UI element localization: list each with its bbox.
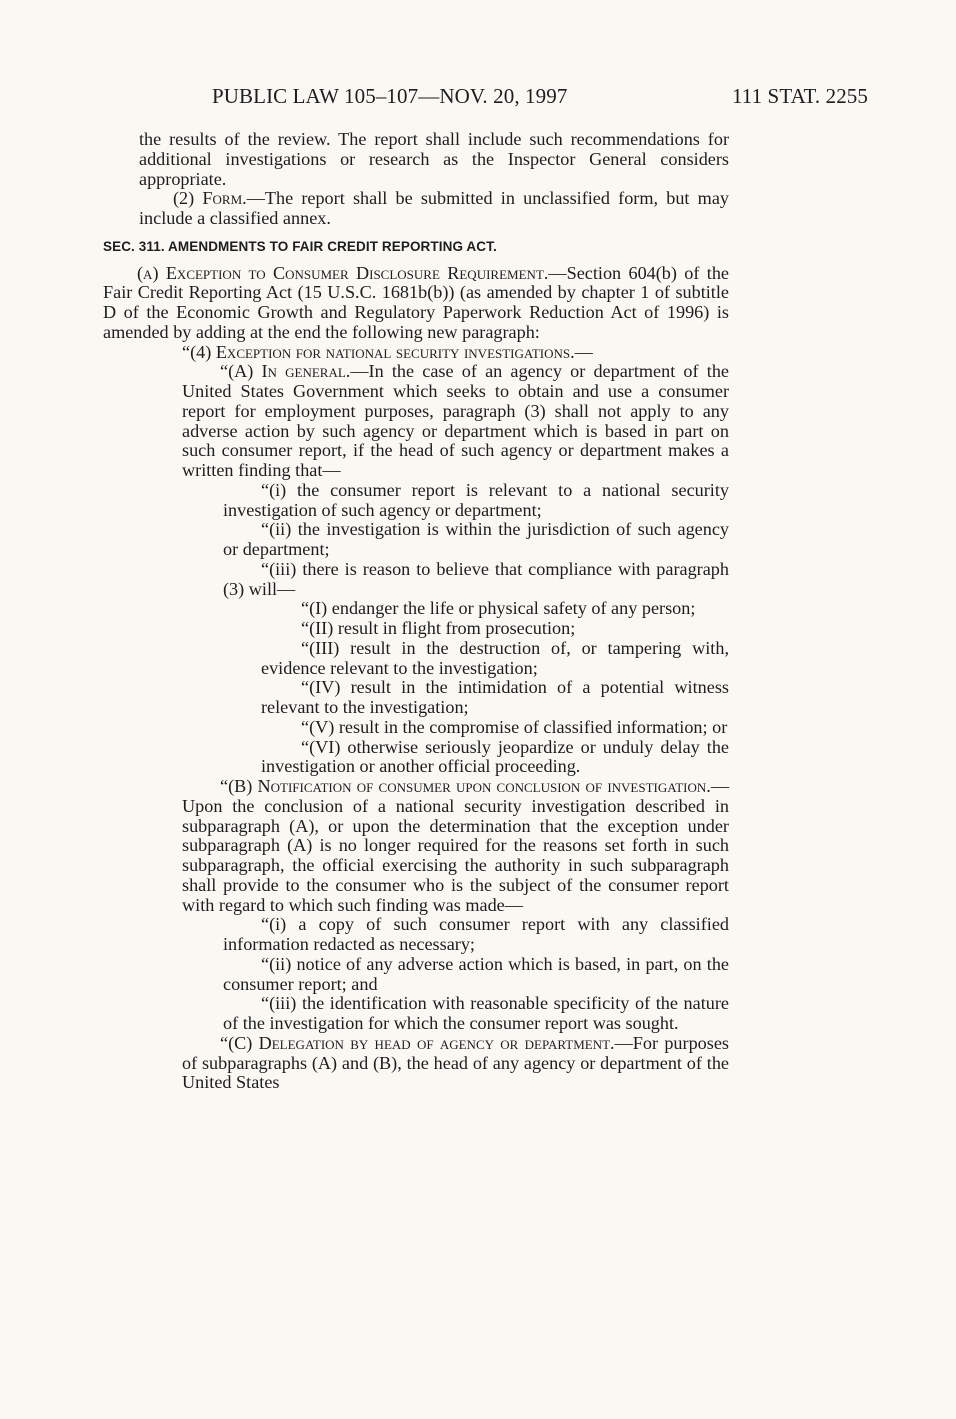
subsection-text: —Section 604(b) of the Fair Credit Reporting Act (15 U.S.C. 1681b(b)) (as amended by chapter 1 of subtitle D of the Economic Growth and Regulatory Paperwork Reduction Act of 1996) is amended by adding at the end the following new paragraph: [103,262,729,342]
clause-a-i: “(i) the consumer report is relevant to a national security investigation of such agency or department; [223,479,729,520]
subparagraph-heading: “(B) Notification of consumer upon conclusion of investigation. [220,776,711,796]
page-body [103,130,729,1093]
paragraph-heading: “(4) Exception for national security investigations. [182,341,575,362]
subparagraph-text: —In the case of an agency or department of the United States Government which seeks to obtain and use a consumer report for employment purposes, paragraph (3) shall not apply to any adverse action by such agency or department which is based in part on such consumer report, if the head of such agency or department makes a written finding that— [182,361,729,480]
subclause-i: “(I) endanger the life or physical safety of any person; [301,598,696,619]
subclause-iv: “(IV) result in the intimidation of a potential witness relevant to the investigation; [261,677,729,717]
stat-page-number: 111 STAT. 2255 [731,84,868,108]
page-header [0,84,956,110]
paragraph-heading: (2) Form. [173,188,247,209]
clause-a-iii: “(iii) there is reason to believe that compliance with paragraph (3) will— [223,558,729,599]
paragraph-4-heading [103,343,729,363]
paragraph-review-results: the results of the review. The report shall include such recommendations for additional investigations or research as the Inspector General considers appropriate. [139,129,729,189]
subparagraph-a [103,362,729,481]
subclause-ii: “(II) result in flight from prosecution; [301,618,576,638]
section-title: SEC. 311. AMENDMENTS TO FAIR CREDIT REPORTING ACT. [103,238,497,254]
subparagraph-b [103,777,729,915]
subclause-v: “(V) result in the compromise of classified information; or [301,716,728,737]
paragraph-text: — [574,341,593,362]
subsection-a [103,264,729,343]
subparagraph-text: —For purposes of subparagraphs (A) and (B), the head of any agency or department of the United States [182,1032,729,1093]
subparagraph-heading: “(A) In general. [220,361,351,382]
clause-b-i: “(i) a copy of such consumer report with any classified information redacted as necessary; [223,914,729,954]
subparagraph-heading: “(C) Delegation by head of agency or department. [220,1032,615,1053]
clause-b-ii: “(ii) notice of any adverse action which is based, in part, on the consumer report; and [223,953,729,994]
subparagraph-text: —Upon the conclusion of a national security investigation described in subparagraph (A), or upon the determination that the exception under subparagraph (A) is no longer required for the reasons set forth in such subparagraph, the official exercising the authority in such subparagraph shall provide to the consumer who is the subject of the consumer report with regard to which such finding was made— [182,776,729,915]
paragraph-form [103,189,729,229]
subclause-iii: “(III) result in the destruction of, or tampering with, evidence relevant to the investigation; [261,637,729,678]
subclause-vi: “(VI) otherwise seriously jeopardize or unduly delay the investigation or another official proceeding. [261,736,729,777]
clause-b-iii: “(iii) the identification with reasonable specificity of the nature of the investigation for which the consumer report was sought. [223,993,729,1033]
subparagraph-c [103,1034,729,1093]
subsection-heading: (a) Exception to Consumer Disclosure Requirement. [137,262,549,283]
clause-a-ii: “(ii) the investigation is within the jurisdiction of such agency or department; [223,519,729,559]
paragraph-text: —The report shall be submitted in unclassified form, but may include a classified annex. [139,188,729,228]
public-law-citation: PUBLIC LAW 105–107—NOV. 20, 1997 [212,84,568,108]
